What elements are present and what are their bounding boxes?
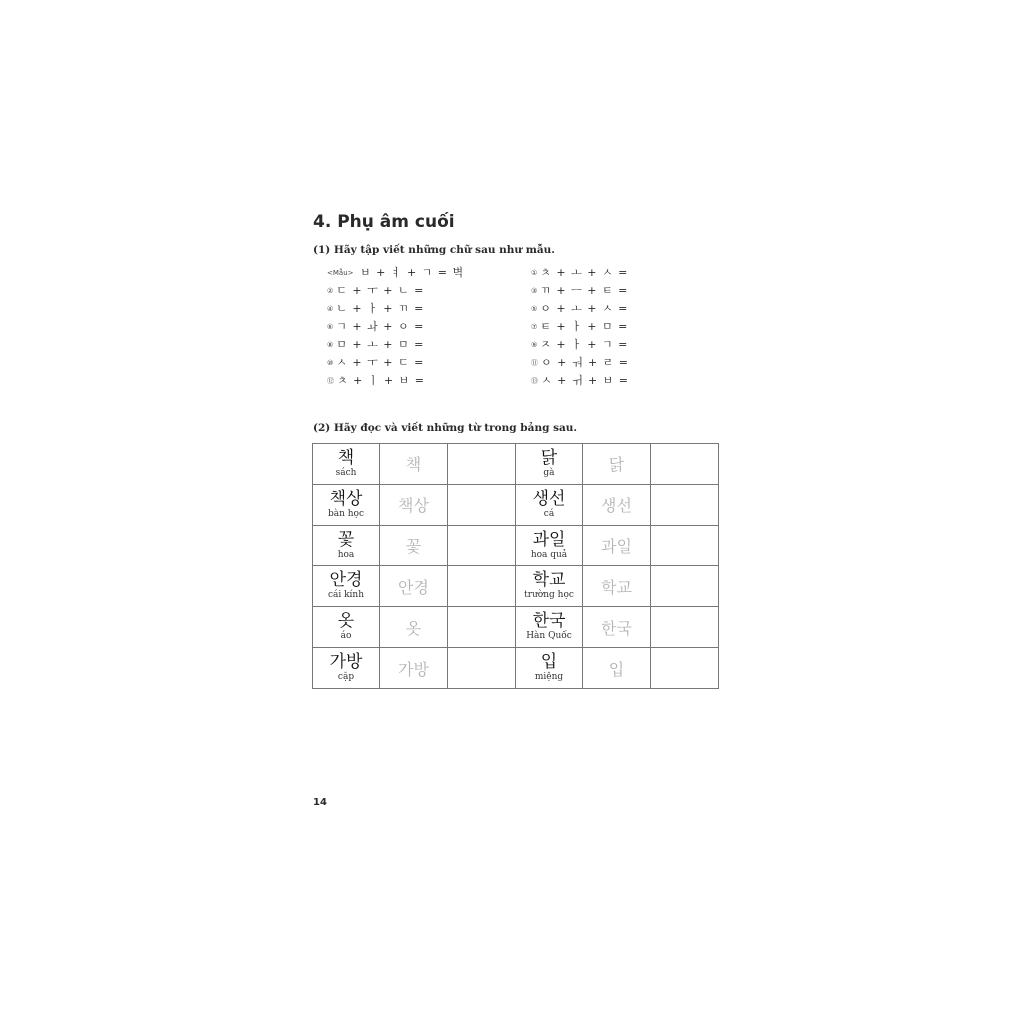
trace-word: 한국 (601, 618, 632, 638)
table-row (313, 525, 719, 566)
exercise-item (327, 374, 425, 388)
item-expression: ㅈ + ㅏ + ㄱ = (540, 338, 629, 351)
item-expression: ㄴ + ㅏ + ㄲ = (336, 302, 425, 315)
trace-cell (583, 648, 651, 689)
word-cell (313, 648, 380, 689)
korean-word: 가방 (329, 652, 363, 673)
trace-cell (583, 444, 651, 485)
item-expression: ㅊ + ㅗ + ㅅ = (540, 266, 629, 279)
item-expression: ㅊ + ㅣ + ㅂ = (337, 374, 426, 387)
item-number: ② (327, 287, 334, 295)
item-number: ⑨ (531, 341, 538, 349)
trace-word: 학교 (601, 577, 632, 597)
vietnamese-meaning: Hàn Quốc (526, 631, 572, 642)
trace-word: 입 (608, 659, 625, 679)
trace-word: 옷 (405, 618, 422, 638)
table-row (313, 444, 719, 485)
item-expression: ㄷ + ㅜ + ㄴ = (336, 284, 425, 297)
trace-word: 안경 (398, 577, 429, 597)
korean-word: 닭 (540, 447, 558, 468)
trace-word: 책 (405, 455, 422, 475)
korean-word: 책 (337, 447, 355, 468)
item-number: ① (531, 269, 538, 277)
item-expression: ㅅ + ㅟ + ㅂ = (541, 374, 630, 387)
korean-word: 안경 (329, 570, 363, 591)
exercise-item (327, 302, 424, 316)
writing-cell[interactable] (448, 648, 516, 689)
korean-word: 한국 (532, 611, 566, 632)
item-number: ⑦ (531, 323, 538, 331)
word-cell (516, 648, 583, 689)
word-cell (313, 484, 380, 525)
trace-word: 닭 (608, 455, 625, 475)
exercise-item (327, 356, 424, 370)
vietnamese-meaning: cặp (337, 672, 355, 683)
exercise-item (327, 320, 424, 334)
vietnamese-meaning: sách (335, 467, 357, 478)
writing-cell[interactable] (448, 607, 516, 648)
trace-word: 책상 (398, 496, 429, 516)
example-label: <Mẫu> (327, 269, 354, 277)
item-number: ⑬ (531, 377, 538, 385)
trace-cell (380, 648, 448, 689)
item-expression: ㅇ + ㅗ + ㅅ = (540, 302, 629, 315)
trace-cell (380, 607, 448, 648)
vietnamese-meaning: hoa (337, 549, 355, 560)
trace-cell (380, 484, 448, 525)
item-number: ④ (327, 305, 334, 313)
trace-cell (380, 525, 448, 566)
item-number: ③ (531, 287, 538, 295)
word-cell (313, 444, 380, 485)
korean-word: 생선 (532, 488, 566, 509)
word-cell (516, 444, 583, 485)
trace-cell (380, 444, 448, 485)
exercise-item (327, 284, 424, 298)
word-cell (516, 525, 583, 566)
writing-cell[interactable] (448, 444, 516, 485)
trace-word: 꽃 (405, 537, 422, 557)
trace-word: 과일 (601, 537, 632, 557)
writing-cell[interactable] (651, 484, 719, 525)
trace-cell (583, 607, 651, 648)
exercise-2-instruction: (2) Hãy đọc và viết những từ trong bảng sau. (313, 422, 578, 434)
exercise-item (531, 320, 628, 334)
item-number: ⑧ (327, 341, 334, 349)
item-expression: ㄱ + ㅘ + ㅇ = (336, 320, 425, 333)
table-row (313, 648, 719, 689)
page-number: 14 (313, 797, 327, 808)
exercise-item (531, 338, 628, 352)
item-expression: ㅌ + ㅏ + ㅁ = (540, 320, 629, 333)
writing-cell[interactable] (651, 648, 719, 689)
vietnamese-meaning: miệng (534, 672, 564, 683)
trace-word: 생선 (601, 496, 632, 516)
vietnamese-meaning: gà (543, 467, 555, 478)
word-cell (313, 525, 380, 566)
exercise-item (531, 284, 628, 298)
korean-word: 책상 (329, 488, 363, 509)
korean-word: 입 (540, 652, 558, 673)
trace-cell (583, 484, 651, 525)
item-number: ⑥ (327, 323, 334, 331)
trace-cell (583, 525, 651, 566)
word-cell (313, 566, 380, 607)
writing-cell[interactable] (448, 484, 516, 525)
vietnamese-meaning: cá (543, 508, 555, 519)
exercise-item (531, 302, 628, 316)
writing-cell[interactable] (651, 607, 719, 648)
exercise-item (327, 338, 424, 352)
korean-word: 과일 (532, 529, 566, 550)
korean-word: 학교 (532, 570, 566, 591)
vietnamese-meaning: hoa quả (530, 549, 568, 560)
exercise-item (531, 356, 629, 370)
item-number: ⑫ (327, 377, 334, 385)
item-expression: ㅅ + ㅜ + ㄷ = (336, 356, 425, 369)
writing-cell[interactable] (448, 566, 516, 607)
item-expression: ㅁ + ㅗ + ㅁ = (336, 338, 425, 351)
trace-cell (380, 566, 448, 607)
writing-cell[interactable] (651, 566, 719, 607)
exercise-1-list (327, 266, 630, 387)
exercise-item (531, 266, 628, 280)
trace-word: 가방 (398, 659, 429, 679)
word-cell (516, 484, 583, 525)
word-cell (313, 607, 380, 648)
exercise-item (531, 374, 629, 388)
table-row (313, 566, 719, 607)
item-number: ⑤ (531, 305, 538, 313)
vietnamese-meaning: bàn học (327, 508, 365, 519)
korean-word: 옷 (337, 611, 355, 632)
table-row (313, 607, 719, 648)
word-cell (516, 566, 583, 607)
korean-word: 꽃 (337, 529, 355, 550)
section-heading: 4. Phụ âm cuối (313, 212, 455, 232)
item-expression: ㅇ + ㅝ + ㄹ = (541, 356, 630, 369)
exercise-1-instruction: (1) Hãy tập viết những chữ sau như mẫu. (313, 244, 555, 256)
practice-table (312, 443, 719, 689)
item-number: ⑩ (327, 359, 334, 367)
item-expression: ㄲ + ㅡ + ㅌ = (540, 284, 629, 297)
example-item (327, 266, 464, 280)
vietnamese-meaning: trường học (524, 590, 574, 601)
vietnamese-meaning: áo (340, 631, 352, 642)
word-cell (516, 607, 583, 648)
vietnamese-meaning: cái kính (327, 590, 365, 601)
table-row (313, 484, 719, 525)
example-expression: ㅂ + ㅕ + ㄱ = 벽 (360, 266, 465, 279)
trace-cell (583, 566, 651, 607)
writing-cell[interactable] (651, 444, 719, 485)
item-number: ⑪ (531, 359, 538, 367)
writing-cell[interactable] (651, 525, 719, 566)
writing-cell[interactable] (448, 525, 516, 566)
